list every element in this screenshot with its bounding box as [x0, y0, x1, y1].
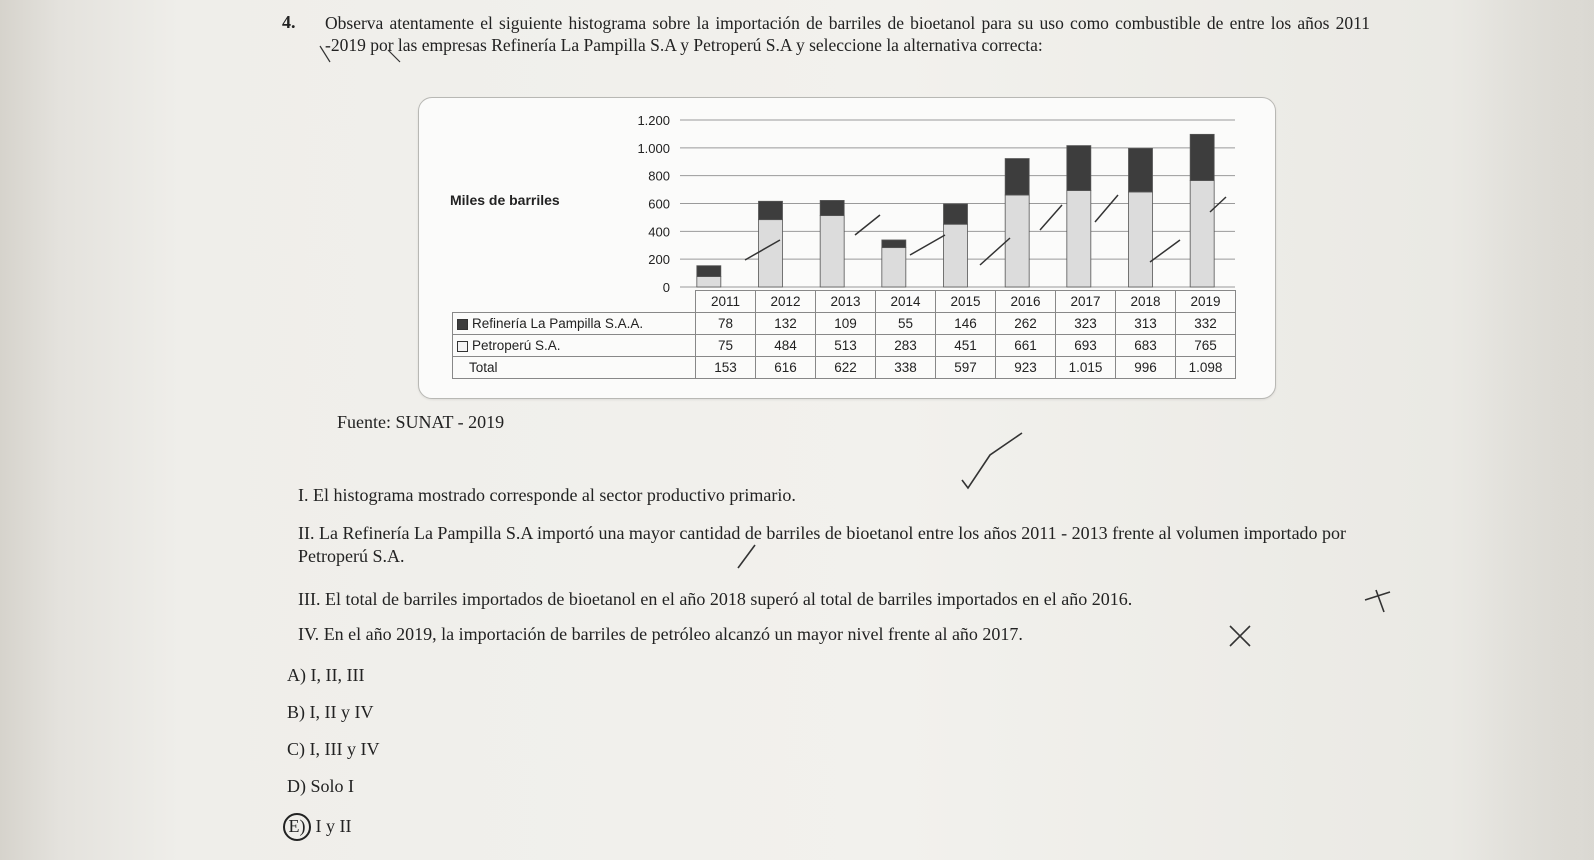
option-b[interactable] — [287, 702, 373, 723]
option-e[interactable] — [287, 813, 351, 841]
bar-petroperu — [820, 216, 844, 287]
y-tick-label: 1.200 — [637, 113, 670, 128]
bar-petroperu — [759, 220, 783, 287]
bar-petroperu — [1190, 181, 1214, 287]
statement-2 — [298, 522, 1393, 568]
value-cell: 283 — [876, 335, 936, 357]
year-cell: 2015 — [936, 291, 996, 313]
table-row-petroperu — [453, 335, 1236, 357]
value-cell: 765 — [1176, 335, 1236, 357]
statement-text: El total de barriles importados de bioetanol en el año 2018 superó al total de barriles importados en el año 2016. — [324, 589, 1133, 609]
option-text: Solo I — [310, 776, 355, 796]
stacked-bar-chart — [600, 105, 1240, 295]
value-cell: 78 — [696, 313, 756, 335]
bar-pampilla — [1190, 134, 1214, 180]
bar-pampilla — [1129, 148, 1153, 192]
question-number: 4. — [282, 12, 296, 32]
value-cell: 451 — [936, 335, 996, 357]
year-cell: 2016 — [996, 291, 1056, 313]
year-cell: 2012 — [756, 291, 816, 313]
total-cell: 616 — [756, 357, 816, 379]
y-tick-label: 200 — [648, 252, 670, 268]
value-cell: 661 — [996, 335, 1056, 357]
year-cell: 2018 — [1116, 291, 1176, 313]
legend-label: Petroperú S.A. — [472, 338, 561, 353]
option-a[interactable] — [287, 665, 364, 686]
year-cell: 2013 — [816, 291, 876, 313]
y-tick-label: 400 — [648, 224, 670, 240]
total-cell: 1.015 — [1056, 357, 1116, 379]
statement-id: III. — [298, 589, 321, 609]
value-cell: 109 — [816, 313, 876, 335]
year-cell: 2014 — [876, 291, 936, 313]
chart-y-label: Miles de barriles — [450, 192, 560, 208]
legend-swatch-dark — [457, 319, 468, 330]
option-d[interactable] — [287, 776, 354, 797]
value-cell: 146 — [936, 313, 996, 335]
statement-text: El histograma mostrado corresponde al sector productivo primario. — [313, 485, 796, 505]
option-letter: C) — [287, 739, 305, 759]
option-c[interactable] — [287, 739, 379, 760]
option-letter: A) — [287, 665, 306, 685]
y-tick-label: 1.000 — [637, 140, 670, 156]
total-cell: 1.098 — [1176, 357, 1236, 379]
table-corner — [453, 291, 696, 313]
year-cell: 2017 — [1056, 291, 1116, 313]
value-cell: 313 — [1116, 313, 1176, 335]
value-cell: 332 — [1176, 313, 1236, 335]
total-cell: 923 — [996, 357, 1056, 379]
value-cell: 484 — [756, 335, 816, 357]
check-mark-statement-1 — [962, 433, 1022, 488]
total-label: Total — [453, 357, 696, 379]
legend-pampilla — [453, 313, 696, 335]
table-row-pampilla — [453, 313, 1236, 335]
bar-petroperu — [1067, 191, 1091, 287]
year-cell: 2011 — [696, 291, 756, 313]
paper-edge — [1474, 0, 1594, 860]
statement-id: IV. — [298, 624, 320, 644]
total-cell: 153 — [696, 357, 756, 379]
total-cell: 996 — [1116, 357, 1176, 379]
statement-3 — [298, 588, 1132, 611]
bar-pampilla — [1005, 159, 1029, 195]
statement-text: La Refinería La Pampilla S.A importó una mayor cantidad de barriles de bioetanol entre los años 2011 - 2013 frente al volumen importado por Petroperú S.A. — [298, 523, 1347, 566]
table-header-row — [453, 291, 1236, 313]
chart-source: Fuente: SUNAT - 2019 — [337, 412, 505, 432]
value-cell: 513 — [816, 335, 876, 357]
statement-id: I. — [298, 485, 309, 505]
option-text: I, II y IV — [309, 702, 374, 722]
value-cell: 323 — [1056, 313, 1116, 335]
value-cell: 262 — [996, 313, 1056, 335]
value-cell: 132 — [756, 313, 816, 335]
y-tick-label: 600 — [648, 196, 670, 212]
total-cell: 622 — [816, 357, 876, 379]
legend-swatch-light — [457, 341, 468, 352]
bar-pampilla — [759, 201, 783, 219]
option-text: I, III y IV — [309, 739, 380, 759]
bar-petroperu — [697, 277, 721, 287]
cross-mark-statement-4 — [1230, 626, 1250, 646]
option-letter: D) — [287, 776, 306, 796]
statement-1 — [298, 484, 796, 507]
bar-pampilla — [882, 240, 906, 248]
bar-pampilla — [697, 266, 721, 277]
chart-data-table — [452, 290, 1236, 379]
bar-petroperu — [882, 248, 906, 287]
option-text: I, II, III — [310, 665, 365, 685]
year-cell: 2019 — [1176, 291, 1236, 313]
y-tick-label: 800 — [648, 168, 670, 184]
option-letter-circled: E) — [283, 813, 311, 841]
legend-petroperu — [453, 335, 696, 357]
bar-pampilla — [1067, 146, 1091, 191]
value-cell: 683 — [1116, 335, 1176, 357]
bar-pampilla — [944, 204, 968, 224]
question-text: Observa atentamente el siguiente histograma sobre la importación de barriles de bioetanol para su uso como combustible de entre los años 2011 -2019 por las empresas Refinería La Pampilla S.A y Petroperú S.A y seleccione la alternativa correcta: — [325, 13, 1370, 55]
option-letter: B) — [287, 702, 305, 722]
legend-label: Refinería La Pampilla S.A.A. — [472, 316, 644, 331]
y-tick-label: 0 — [662, 280, 670, 295]
statement-text: En el año 2019, la importación de barriles de petróleo alcanzó un mayor nivel frente al año 2017. — [323, 624, 1023, 644]
total-cell: 597 — [936, 357, 996, 379]
table-row-total — [453, 357, 1236, 379]
bar-petroperu — [944, 224, 968, 287]
statement-4 — [298, 623, 1023, 646]
statement-id: II. — [298, 523, 315, 543]
bar-petroperu — [1005, 195, 1029, 287]
value-cell: 55 — [876, 313, 936, 335]
cross-mark-statement-3 — [1365, 590, 1390, 612]
bar-petroperu — [1129, 192, 1153, 287]
total-cell: 338 — [876, 357, 936, 379]
value-cell: 75 — [696, 335, 756, 357]
bar-pampilla — [820, 200, 844, 215]
value-cell: 693 — [1056, 335, 1116, 357]
option-text: I y II — [315, 816, 352, 836]
